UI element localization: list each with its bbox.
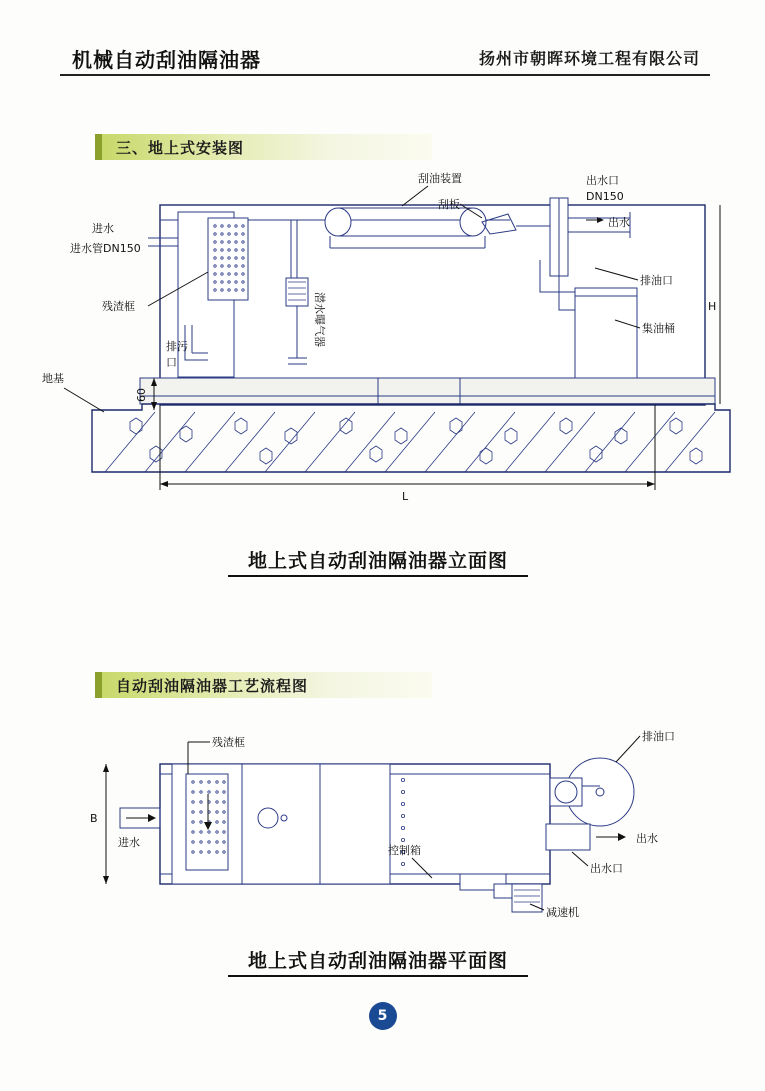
svg-text:H: H bbox=[708, 300, 717, 313]
svg-text:进水: 进水 bbox=[92, 222, 114, 235]
svg-text:出水口: 出水口 bbox=[590, 862, 623, 875]
svg-text:控制箱: 控制箱 bbox=[388, 844, 421, 857]
page-header bbox=[60, 44, 710, 84]
svg-text:B: B bbox=[90, 812, 98, 825]
svg-text:残渣框: 残渣框 bbox=[212, 736, 245, 749]
figure2-caption: 地上式自动刮油隔油器平面图 bbox=[228, 946, 528, 977]
svg-text:残渣框: 残渣框 bbox=[102, 300, 135, 313]
svg-text:出水: 出水 bbox=[608, 216, 630, 229]
svg-text:出水: 出水 bbox=[636, 832, 658, 845]
svg-text:刮油装置: 刮油装置 bbox=[418, 172, 462, 185]
section-banner-installation-label: 三、地上式安装图 bbox=[116, 139, 245, 157]
svg-text:减速机: 减速机 bbox=[546, 906, 579, 919]
svg-text:L: L bbox=[402, 490, 409, 503]
svg-text:排污: 排污 bbox=[166, 340, 188, 353]
section-banner-process-flow bbox=[95, 672, 432, 698]
svg-text:刮板: 刮板 bbox=[438, 198, 460, 211]
header-divider bbox=[60, 74, 710, 76]
page-title: 机械自动刮油隔油器 bbox=[72, 48, 261, 72]
svg-text:地基: 地基 bbox=[42, 372, 64, 385]
svg-text:排油口: 排油口 bbox=[640, 274, 673, 287]
svg-text:进水: 进水 bbox=[118, 836, 140, 849]
svg-text:60: 60 bbox=[135, 388, 148, 402]
svg-text:出水口: 出水口 bbox=[586, 174, 619, 187]
company-name: 扬州市朝晖环境工程有限公司 bbox=[478, 49, 700, 68]
section-banner-process-flow-label: 自动刮油隔油器工艺流程图 bbox=[116, 677, 309, 695]
figure1-caption: 地上式自动刮油隔油器立面图 bbox=[228, 546, 528, 577]
svg-text:DN150: DN150 bbox=[586, 190, 624, 203]
figure-plan-drawing bbox=[60, 700, 710, 940]
svg-text:口: 口 bbox=[166, 356, 177, 369]
svg-text:集油桶: 集油桶 bbox=[642, 322, 675, 335]
svg-text:排油口: 排油口 bbox=[642, 730, 675, 743]
section-banner-installation bbox=[95, 134, 432, 160]
figure-elevation-drawing bbox=[30, 160, 735, 540]
svg-text:潜水曝气器: 潜水曝气器 bbox=[313, 292, 326, 347]
svg-text:进水管DN150: 进水管DN150 bbox=[70, 242, 141, 255]
page-number-badge: 5 bbox=[369, 1002, 397, 1030]
